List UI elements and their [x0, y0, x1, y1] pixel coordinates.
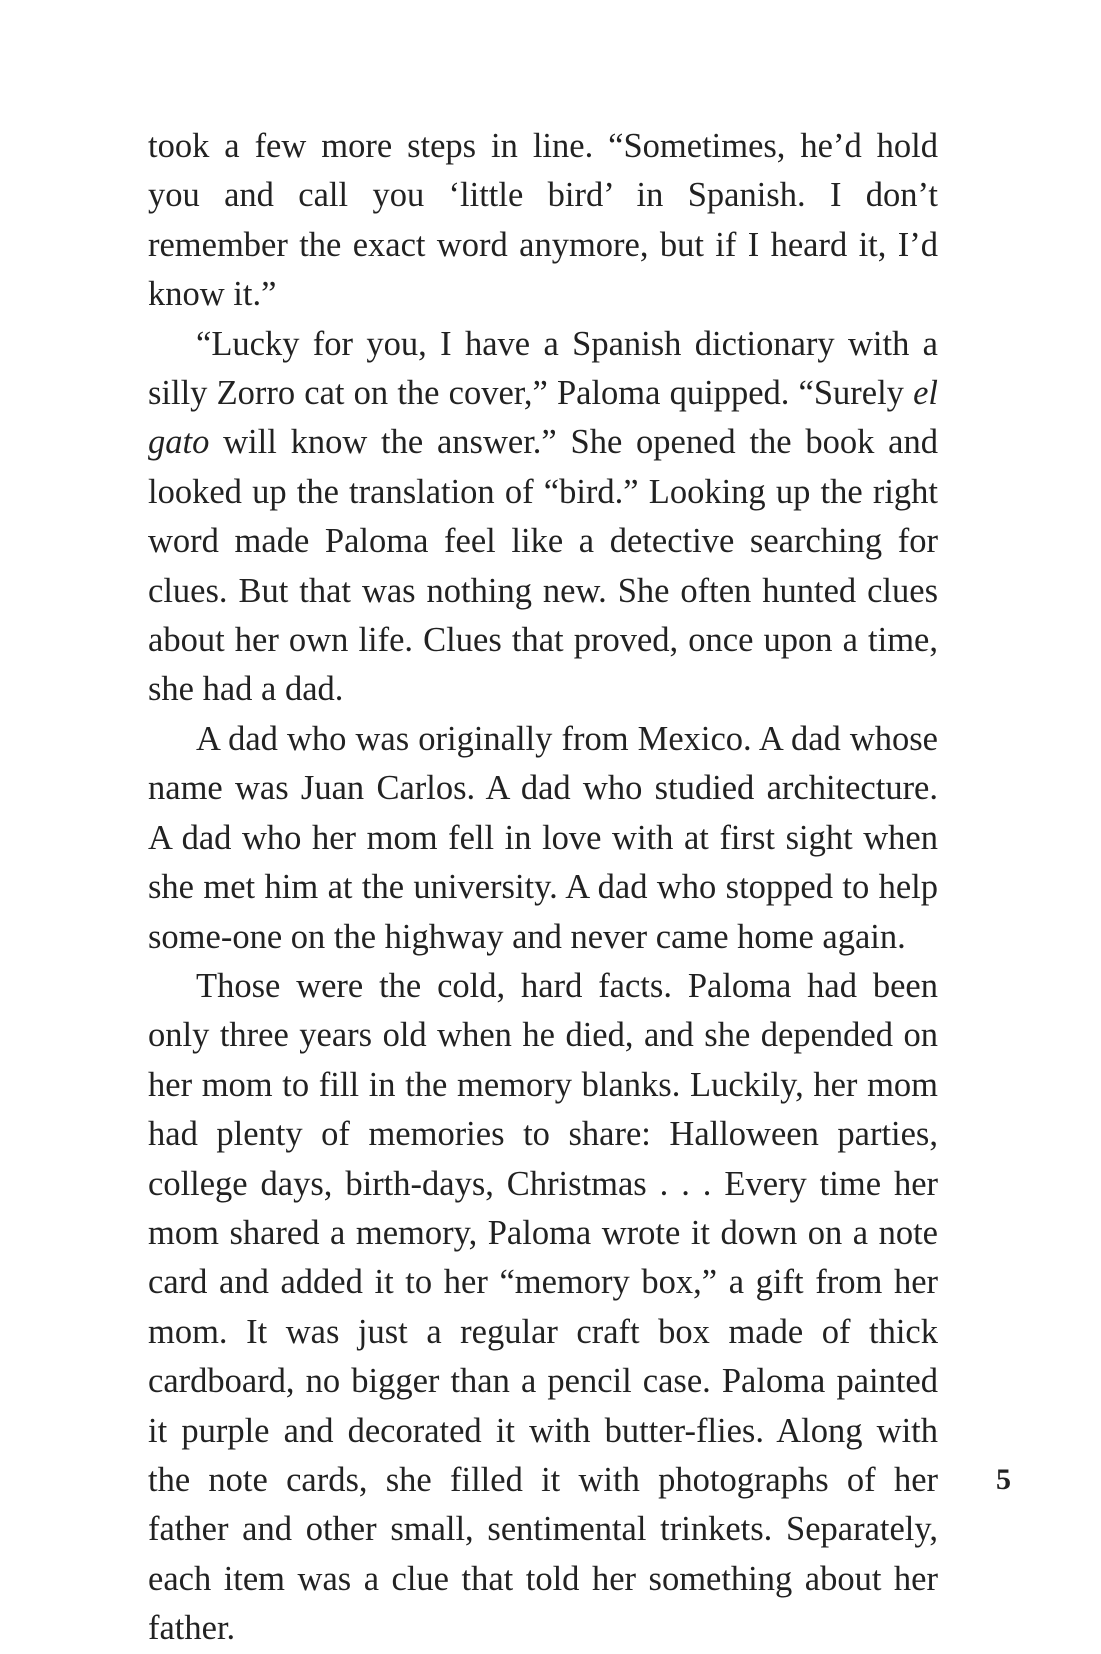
paragraph-text: A dad who was originally from Mexico. A dad whose name was Juan Carlos. A dad who studied architecture. A dad who her mom fell in love with at first sight when she met him at the university. A dad who stopped to help some-one on the highway and never came home again.: [148, 719, 938, 956]
paragraph-text: “Lucky for you, I have a Spanish dictionary with a silly Zorro cat on the cover,” Paloma quipped. “Surely: [148, 324, 938, 413]
paragraph-text: Those were the cold, hard facts. Paloma had been only three years old when he died, and she depended on her mom to fill in the memory blanks. Luckily, her mom had plenty of memories to share: Halloween parties, college days, birth-days, Christmas . . . Every time her mom shared a memory, Paloma wrote it down on a note card and added it to her “memory box,” a gift from her mom. It was just a regular craft box made of thick cardboard, no bigger than a pencil case. Paloma painted it purple and decorated it with butter-flies. Along with the note cards, she filled it with photographs of her father and other small, sentimental trinkets. Separately, each item was a clue that told her something about her father.: [148, 966, 938, 1648]
paragraph-4: [148, 962, 938, 1654]
italic-phrase: el gato: [148, 374, 938, 462]
page-body: [148, 122, 938, 1654]
page-number: 5: [996, 1463, 1011, 1496]
paragraph-text: will know the answer.” She opened the book and looked up the translation of “bird.” Looking up the right word made Paloma feel like a detective searching for clues. But that was nothing new. She often hunted clues about her own life. Clues that proved, once upon a time, she had a dad.: [148, 423, 938, 709]
paragraph-3: [148, 715, 938, 962]
paragraph-1: [148, 122, 938, 320]
paragraph-2: [148, 320, 938, 715]
paragraph-text: took a few more steps in line. “Sometimes, he’d hold you and call you ‘little bird’ in Spanish. I don’t remember the exact word anymore, but if I heard it, I’d know it.”: [148, 127, 938, 314]
